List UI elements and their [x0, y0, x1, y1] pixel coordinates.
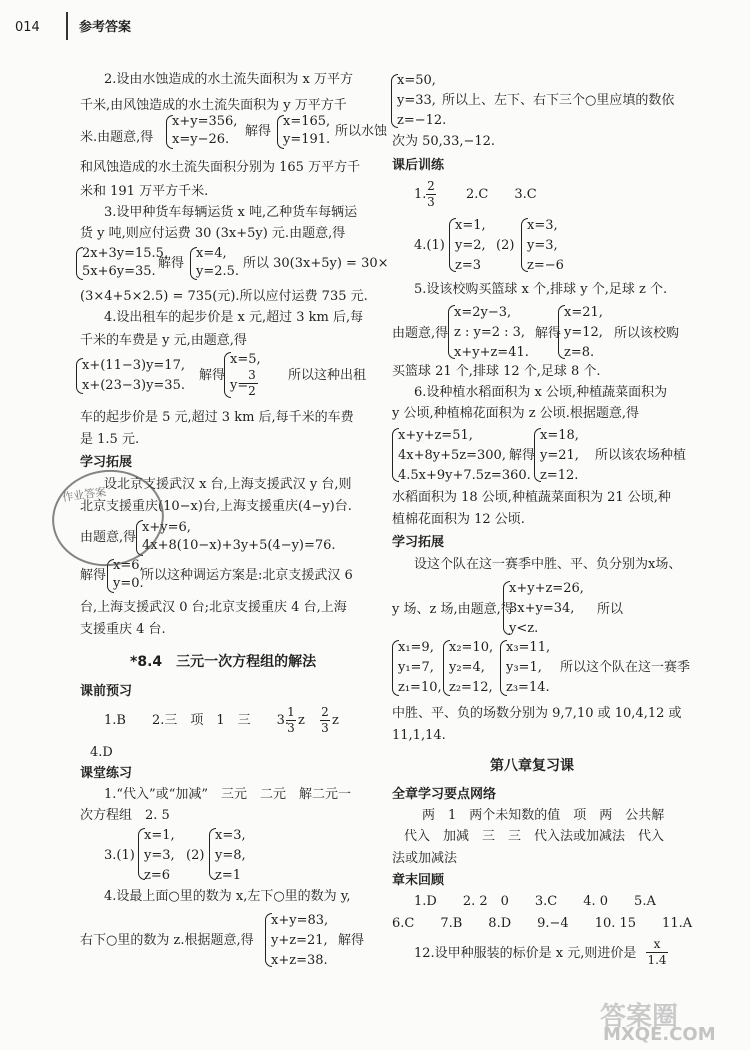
class-line1: 1.“代入”或“加减” 三元 二元 解二元一 [104, 787, 351, 802]
eq: y₂=4, [449, 660, 485, 675]
eq: x=3, [527, 218, 558, 233]
eq: z=12. [540, 468, 579, 483]
ext-line2: 北京支援重庆(10−x)台,上海支援重庆(4−y)台. [80, 499, 352, 514]
class-line5: 右下○里的数为 z.根据题意,得 [80, 933, 254, 948]
q3-line2: 货 y 吨,则应付运费 30 (3x+5y) 元.由题意,得 [80, 226, 346, 241]
eq: y=191. [283, 132, 331, 147]
eq: z=6 [144, 868, 171, 883]
q4-line3c: 所以这种出租 [288, 368, 367, 383]
eq: x+y+z=26, [509, 581, 584, 596]
section-title: *8.4 三元一次方程组的解法 [130, 654, 317, 670]
eq: 3x+y=34, [509, 601, 575, 616]
eq: y+z=21, [271, 933, 328, 948]
eq: 4x+8(10−x)+3y+5(4−y)=76. [142, 538, 336, 553]
after-line5: 5.设该校购买篮球 x 个,排球 y 个,足球 z 个. [414, 282, 668, 297]
eq: x₁=9, [398, 640, 434, 655]
preview-line2: 4.D [90, 745, 113, 760]
eq: y=0. [113, 576, 144, 591]
eq: y₁=7, [398, 660, 434, 675]
class-line3b: (2) [186, 848, 205, 863]
net-line1: 两 1 两个未知数的值 项 两 公共解 [422, 808, 665, 823]
eq: x₂=10, [449, 640, 494, 655]
q6-line4: 水稻面积为 18 公顷,种植蔬菜面积为 21 公顷,种 [392, 490, 671, 505]
q2-solve: 解得 [245, 124, 272, 139]
preview-z: z [332, 713, 339, 728]
ext-r-line1: 设这个队在这一赛季中胜、平、负分别为x场、 [414, 557, 682, 572]
eq: x+y+z=51, [398, 428, 473, 443]
eq: x+(11−3)y=17, [82, 358, 185, 373]
after-line4a: 4.(1) [414, 238, 445, 253]
eq: x+y=83, [271, 913, 329, 928]
review-line2: 6.C 7.B 8.D 9.−4 10. 15 11.A [392, 916, 693, 931]
ext-line4: 所以这种调运方案是:北京支援武汉 6 [141, 568, 353, 583]
header-divider [66, 12, 68, 40]
page-title: 参考答案 [79, 20, 132, 35]
q2-line2: 千米,由风蚀造成的水土流失面积为 y 万平方千 [80, 98, 347, 113]
eq: 4.5x+9y+7.5z=360. [398, 468, 531, 483]
ext-r-line3: 所以这个队在这一赛季 [560, 660, 691, 675]
eq: z=−12. [397, 113, 447, 128]
q3-line4: (3×4+5×2.5) = 735(元).所以应付运费 735 元. [80, 289, 368, 304]
eq: y=3, [527, 238, 558, 253]
after-line4b: (2) [496, 238, 515, 253]
eq: x₃=11, [506, 640, 551, 655]
chapter-title: 第八章复习课 [490, 758, 574, 774]
eq: z : y=2 : 3, [454, 325, 526, 340]
q6-line1: 6.设种植水稻面积为 x 公顷,种植蔬菜面积为 [414, 385, 668, 400]
after-line6a: 由题意,得 [392, 326, 449, 341]
q4-line1: 4.设出租车的起步价是 x 元,超过 3 km 后,每 [104, 310, 364, 325]
ext-line3: 由题意,得 [80, 530, 137, 545]
eq: x=21, [564, 305, 603, 320]
eq: y=33, [397, 93, 436, 108]
ext-line1: 设北京支援武汉 x 台,上海支援武汉 y 台,则 [104, 477, 352, 492]
eq: x=y−26. [172, 132, 230, 147]
ext-solve: 解得 [80, 568, 107, 583]
eq: y=8, [215, 848, 246, 863]
eq: x=50, [397, 73, 436, 88]
net-line3: 法或加减法 [392, 851, 458, 866]
q4-line2: 千米的车费是 y 元,由题意,得 [80, 333, 247, 348]
eq: x+y=6, [142, 520, 191, 535]
q4-solve: 解得 [199, 368, 226, 383]
after-solve: 解得 [535, 326, 562, 341]
q4-line4: 车的起步价是 5 元,超过 3 km 后,每千米的车费 [80, 410, 354, 425]
after-line1: 1. [414, 187, 427, 202]
ext-r-line2: y 场、z 场,由题意,得 [392, 602, 514, 617]
q3-line1: 3.设甲种货车每辆运货 x 吨,乙种货车每辆运 [104, 205, 358, 220]
extension-heading: 学习拓展 [80, 455, 133, 470]
fraction: 2 3 [321, 705, 329, 735]
fraction: x 1.4 [647, 937, 667, 967]
q2-line1: 2.设由水蚀造成的水土流失面积为 x 万平方 [104, 72, 353, 87]
eq: y=2.5. [196, 264, 240, 279]
after-line7: 买篮球 21 个,排球 12 个,足球 8 个. [392, 364, 601, 379]
q3-solve: 解得 [158, 256, 185, 271]
q3-line3c: 所以 30(3x+5y) = 30× [243, 256, 389, 271]
q2-line5: 米和 191 万平方千米. [80, 184, 209, 199]
class-line2: 次方程组 2. 5 [80, 808, 170, 823]
r-line2: 次为 50,33,−12. [392, 134, 496, 149]
ext-r-so: 所以 [597, 602, 624, 617]
ext-r-line5: 11,1,14. [392, 728, 446, 743]
eq: z₂=12, [449, 680, 493, 695]
eq: y=3, [144, 848, 175, 863]
after-class-heading: 课后训练 [392, 158, 445, 173]
eq: x=1, [455, 218, 486, 233]
after-line1b: 2.C 3.C [466, 187, 537, 202]
eq: y₃=1, [506, 660, 542, 675]
eq: x+y=356, [172, 114, 238, 129]
eq: y= [230, 378, 249, 393]
net-line2: 代入 加减 三 三 代入法或加减法 代入 [404, 829, 665, 844]
eq: x=2y−3, [454, 305, 512, 320]
q6-line3b: 所以该农场种植 [595, 448, 687, 463]
preview-line1: 1.B 2.三 项 1 三 3. [104, 713, 290, 728]
class-practice-heading: 课堂练习 [80, 766, 133, 781]
eq: x=165, [283, 114, 331, 129]
eq: z=3 [455, 258, 482, 273]
class-line4: 4.设最上面○里的数为 x,左下○里的数为 y, [104, 889, 351, 904]
page-number: 014 [15, 20, 40, 35]
eq: x+y+z=41. [454, 345, 529, 360]
fraction: 1 3 [287, 705, 295, 735]
fraction: 3 2 [246, 369, 258, 398]
ext-line6: 支援重庆 4 台. [80, 622, 166, 637]
network-heading: 全章学习要点网络 [392, 787, 497, 802]
class-line3a: 3.(1) [104, 848, 135, 863]
r-line1: 所以上、左下、右下三个○里应填的数依 [442, 93, 675, 108]
eq: x=5, [230, 352, 261, 367]
q6-line2: y 公顷,种植棉花面积为 z 公顷.根据题意,得 [392, 406, 639, 421]
eq: x=3, [215, 828, 246, 843]
preview-heading: 课前预习 [80, 684, 133, 699]
eq: x=6, [113, 558, 144, 573]
eq: z=8. [564, 345, 595, 360]
watermark-url: MXQE.COM [603, 1024, 716, 1045]
eq: z=1 [215, 868, 242, 883]
eq: z₃=14. [506, 680, 550, 695]
after-line6c: 所以该校购 [614, 326, 680, 341]
eq: x=18, [540, 428, 579, 443]
eq: z=−6 [527, 258, 564, 273]
q2-line4: 和风蚀造成的水土流失面积分别为 165 万平方千 [80, 160, 361, 175]
eq: x+(23−3)y=35. [82, 378, 185, 393]
q4-line5: 是 1.5 元. [80, 432, 140, 447]
eq: z₁=10, [398, 680, 442, 695]
class-line5b: 解得 [338, 933, 365, 948]
q6-solve: 解得 [509, 448, 536, 463]
eq: x=1, [144, 828, 175, 843]
eq: x=4, [196, 246, 227, 261]
q6-line5: 植棉花面积为 12 公顷. [392, 512, 525, 527]
q2-line3a: 米.由题意,得 [80, 130, 154, 145]
ext-line5: 台,上海支援武汉 0 台;北京支援重庆 4 台,上海 [80, 600, 347, 615]
fraction: 2 3 [427, 179, 435, 209]
review-heading: 章末回顾 [392, 873, 445, 888]
eq: y=2, [455, 238, 486, 253]
eq: 5x+6y=35. [82, 264, 156, 279]
review-line1: 1.D 2. 2 0 3.C 4. 0 5.A [414, 894, 656, 909]
watermark-logo: 答案圈 [600, 1002, 679, 1032]
eq: y<z. [509, 621, 539, 636]
extension-heading-right: 学习拓展 [392, 535, 445, 550]
preview-z: z [298, 713, 305, 728]
eq: y=12, [564, 325, 603, 340]
eq: 2x+3y=15.5, [82, 246, 169, 261]
q2-line3c: 所以水蚀 [335, 124, 388, 139]
eq: 4x+8y+5z=300, [398, 448, 506, 463]
review-line3: 12.设甲种服装的标价是 x 元,则进价是 [414, 946, 637, 961]
eq: y=21, [540, 448, 579, 463]
ext-r-line4: 中胜、平、负的场数分别为 9,7,10 或 10,4,12 或 [392, 706, 682, 721]
stamp-text: 作业答案 [61, 485, 107, 505]
eq: x+z=38. [271, 953, 328, 968]
